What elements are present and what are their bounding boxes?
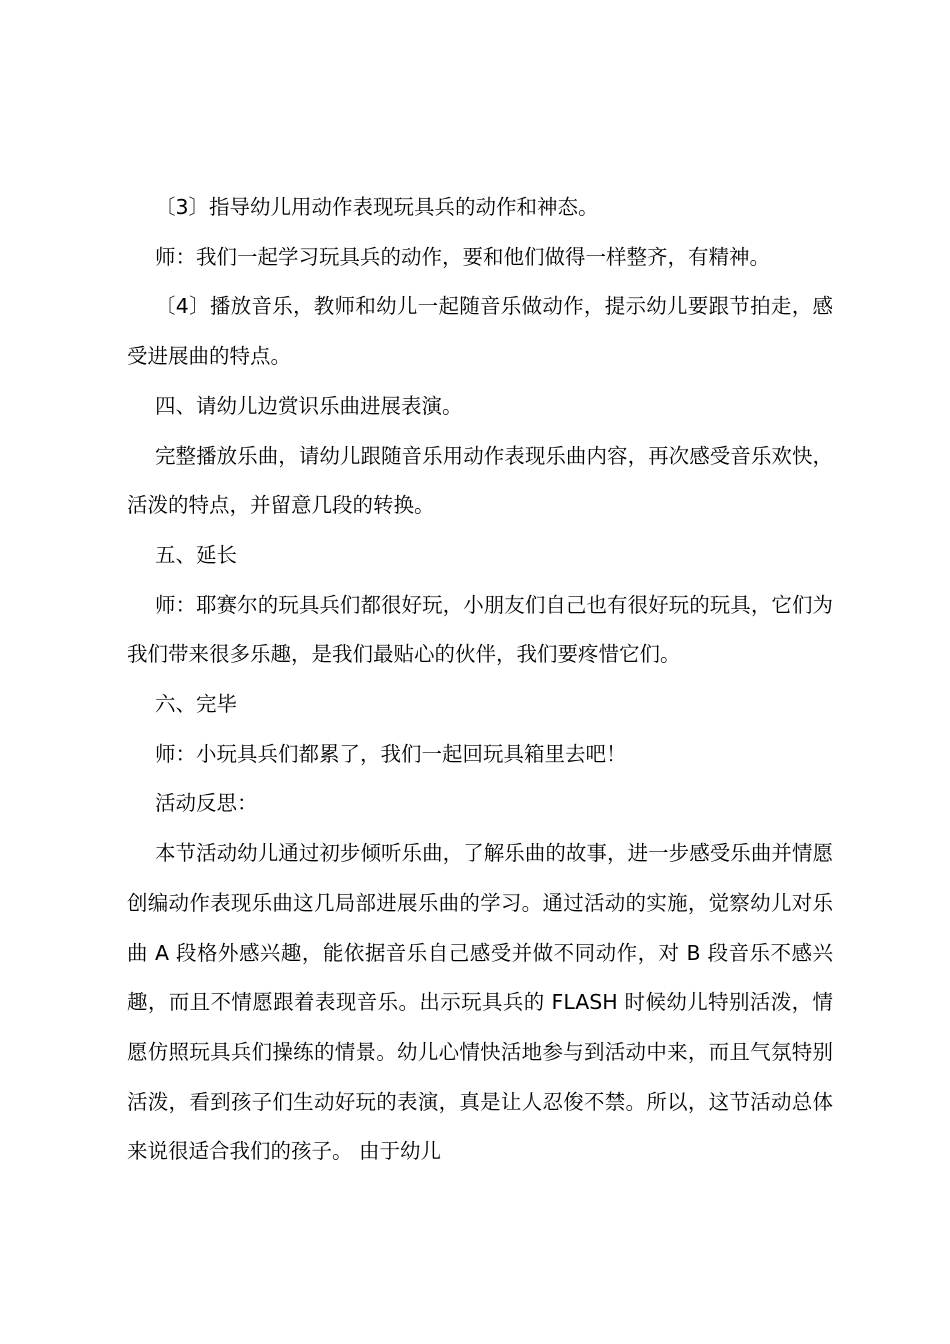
paragraph-teacher-line-1: 师：我们一起学习玩具兵的动作，要和他们做得一样整齐，有精神。 xyxy=(155,244,770,269)
paragraph-step-3: 〔3〕指导幼儿用动作表现玩具兵的动作和神态。 xyxy=(155,195,599,219)
reflection-heading: 活动反思： xyxy=(155,791,258,816)
paragraph-teacher-line-3: 师：小玩具兵们都累了，我们一起回玩具箱里去吧！ xyxy=(155,741,627,766)
paragraph-step-4: 〔4〕播放音乐，教师和幼儿一起随音乐做动作，提示幼儿要跟节拍走，感受进展曲的特点。 xyxy=(127,294,833,369)
paragraph-teacher-line-2: 师：耶赛尔的玩具兵们都很好玩，小朋友们自己也有很好玩的玩具，它们为我们带来很多乐趣，是我们最贴心的伙伴，我们要疼惜它们。 xyxy=(127,592,833,667)
paragraph-reflection: 本节活动幼儿通过初步倾听乐曲，了解乐曲的故事，进一步感受乐曲并情愿创编动作表现乐曲这几局部进展乐曲的学习。通过活动的实施，觉察幼儿对乐曲 A 段格外感兴趣，能依据音乐自己感受并做不同动作，对 B 段音乐不感兴趣，而且不情愿跟着表现音乐。出示玩具兵的 FLASH 时候幼儿特别活泼，情愿仿照玩具兵们操练的情景。幼儿心情快活地参与到活动中来，而且气氛特别活泼，看到孩子们生动好玩的表演，真是让人忍俊不禁。所以，这节活动总体来说很适合我们的孩子。 由于幼儿 xyxy=(127,841,833,1164)
paragraph-full-play: 完整播放乐曲，请幼儿跟随音乐用动作表现乐曲内容，再次感受音乐欢快，活泼的特点，并留意几段的转换。 xyxy=(127,443,833,518)
section-heading-4: 四、请幼儿边赏识乐曲进展表演。 xyxy=(155,393,463,418)
section-heading-6: 六、完毕 xyxy=(155,692,237,717)
section-heading-5: 五、延长 xyxy=(155,542,237,567)
document-body xyxy=(127,183,833,1177)
